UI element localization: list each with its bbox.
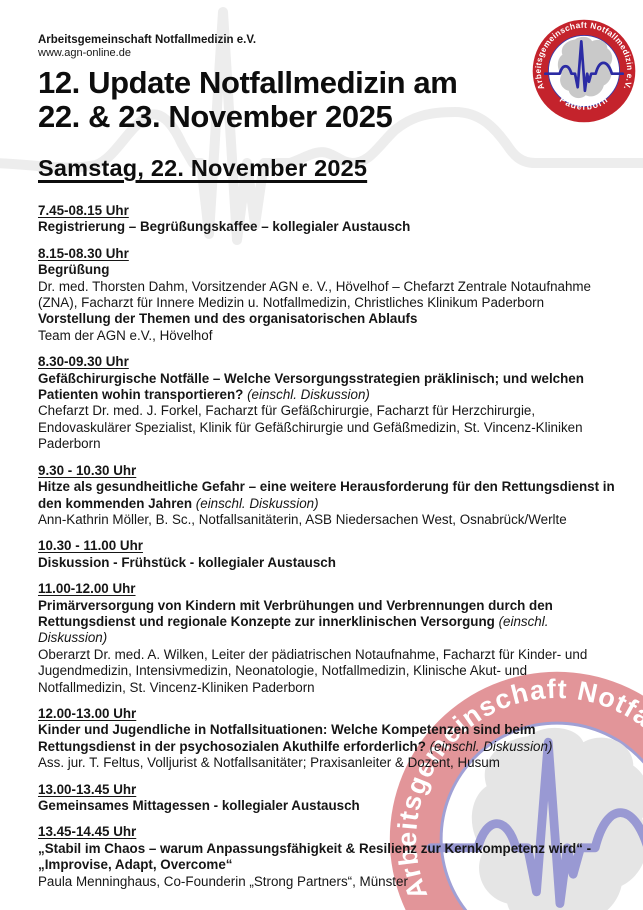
slot-title [38, 841, 616, 874]
org-website: www.agn-online.de [38, 47, 131, 60]
slot-time: 12.00-13.00 Uhr [38, 705, 137, 721]
slot-time: 9.30 - 10.30 Uhr [38, 462, 137, 478]
slot-speakers: Oberarzt Dr. med. A. Wilken, Leiter der pädiatrischen Notaufnahme, Facharzt für Kinder- und Jugendmedizin, Intensivmedizin, Neonatologie, Notfallmedizin, Klinische Akut- und Notfallmedizin, St. Vincenz-Kliniken Paderborn [38, 646, 588, 695]
slot-time: 10.30 - 11.00 Uhr [38, 538, 143, 554]
slot-title [38, 722, 616, 755]
discussion-note: (einschl. Diskussion) [429, 738, 553, 754]
slot-title [38, 479, 616, 512]
schedule-slot [38, 354, 616, 452]
slot-title-text: Hitze als gesundheitliche Gefahr – eine weitere Herausforderung für den Rettungsdienst in den kommenden Jahren [38, 479, 615, 511]
slot-title [38, 311, 616, 327]
slot-speakers: Ass. jur. T. Feltus, Volljurist & Notfallsanitäter; Praxisanleiter & Dozent, Husum [38, 755, 500, 771]
slot-title [38, 598, 616, 647]
schedule-slot [38, 706, 616, 772]
slot-speakers: Paula Menninghaus, Co-Founderin „Strong Partners“, Münster [38, 873, 408, 889]
schedule [38, 203, 616, 890]
schedule-slot [38, 246, 616, 344]
slot-time: 8.30-09.30 Uhr [38, 354, 129, 370]
slot-title-text: Gemeinsames Mittagessen - kollegialer Austausch [38, 798, 360, 813]
org-name: Arbeitsgemeinschaft Notfallmedizin e.V. [38, 34, 257, 46]
slot-title-text: Primärversorgung von Kindern mit Verbrühungen und Verbrennungen durch den Rettungsdienst und regionale Konzepte zur innerklinischen Versorgung [38, 597, 553, 629]
slot-title-text: Gefäßchirurgische Notfälle – Welche Versorgungsstrategien präklinisch; und welchen Patienten wohin transportieren? [38, 370, 584, 403]
schedule-slot [38, 203, 616, 236]
slot-time: 8.15-08.30 Uhr [38, 245, 129, 261]
slot-title [38, 798, 616, 814]
slot-speakers: Dr. med. Thorsten Dahm, Vorsitzender AGN e. V., Hövelhof – Chefarzt Zentrale Notaufnahme (ZNA), Facharzt für Innere Medizin u. Notfallmedizin, Christliches Klinikum Paderborn [38, 278, 592, 311]
slot-time: 7.45-08.15 Uhr [38, 203, 129, 218]
day-heading: Samstag, 22. November 2025 [38, 155, 368, 181]
schedule-slot [38, 463, 616, 529]
discussion-note: (einschl. Diskussion) [247, 387, 370, 403]
schedule-slot [38, 581, 616, 696]
slot-title [38, 262, 616, 278]
slot-title-text: Begrüßung [38, 262, 110, 278]
slot-title-text: Kinder und Jugendliche in Notfallsituationen: Welche Kompetenzen sind beim Rettungsdienst in der psychosozialen Akuthilfe erforderlich? [38, 722, 536, 754]
slot-title-text: Registrierung – Begrüßungskaffee – kollegialer Austausch [38, 219, 411, 235]
slot-speakers: Ann-Kathrin Möller, B. Sc., Notfallsanitäterin, ASB Niedersachen West, Osnabrück/Werlte [38, 511, 567, 527]
slot-time: 11.00-12.00 Uhr [38, 581, 136, 597]
slot-speakers: Team der AGN e.V., Hövelhof [38, 327, 213, 343]
event-title-line1: 12. Update Notfallmedizin am [38, 64, 458, 100]
slot-time: 13.45-14.45 Uhr [38, 824, 137, 840]
slot-title [38, 371, 616, 404]
slot-title-text: Diskussion - Frühstück - kollegialer Austausch [38, 554, 336, 570]
schedule-slot [38, 782, 616, 815]
slot-title-text: Vorstellung der Themen und des organisatorischen Ablaufs [38, 311, 418, 327]
event-title-line2: 22. & 23. November 2025 [38, 99, 393, 135]
schedule-slot [38, 538, 616, 571]
slot-title [38, 219, 616, 235]
slot-time: 13.00-13.45 Uhr [38, 781, 137, 797]
discussion-note: (einschl. Diskussion) [38, 613, 549, 646]
schedule-slot [38, 824, 616, 890]
agn-logo [530, 17, 638, 125]
slot-title-text: „Stabil im Chaos – warum Anpassungsfähigkeit & Resilienz zur Kernkompetenz wird“ - „Improvise, Adapt, Overcome“ [38, 840, 592, 873]
slot-speakers: Chefarzt Dr. med. J. Forkel, Facharzt für Gefäßchirurgie, Facharzt für Herzchirurgie, Endovaskulärer Spezialist, Klinik für Gefäßchirurgie und Gefäßmedizin, St. Vincenz-Kliniken Paderborn [38, 403, 583, 452]
slot-title [38, 555, 616, 571]
discussion-note: (einschl. Diskussion) [195, 495, 319, 511]
